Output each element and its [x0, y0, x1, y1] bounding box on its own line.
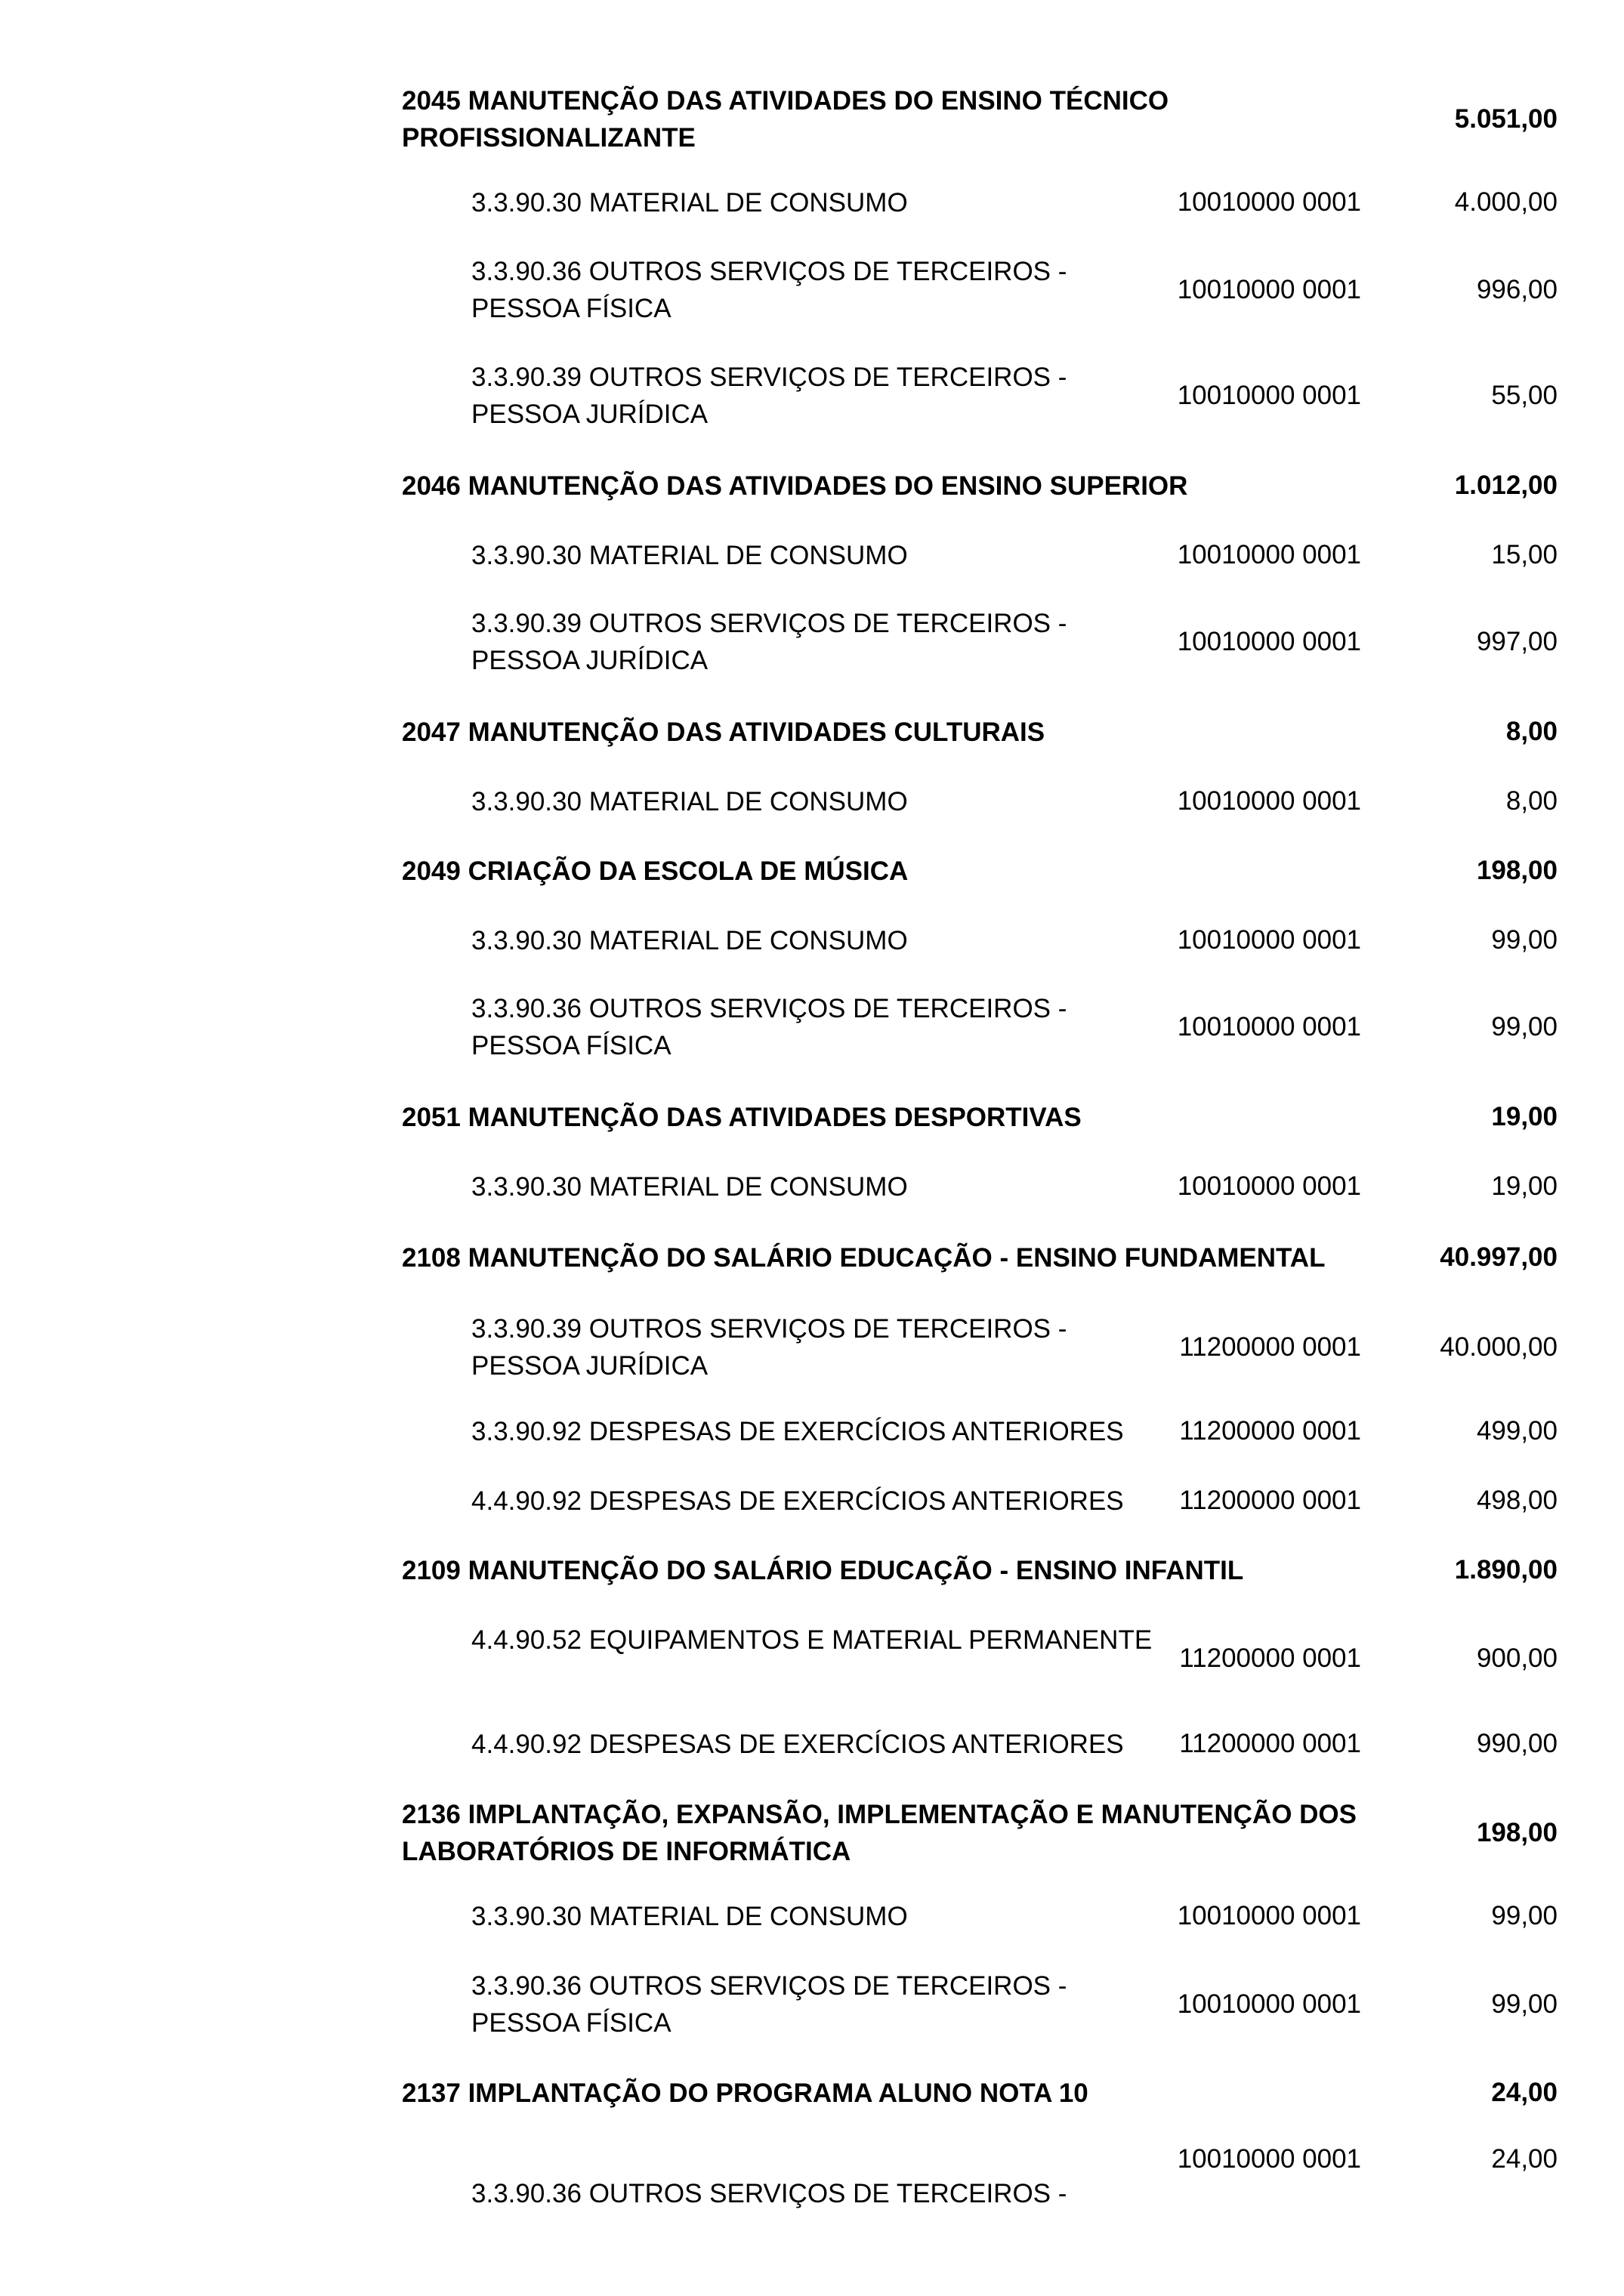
action-total: 19,00 — [1491, 1102, 1558, 1131]
action-title: 2046 MANUTENÇÃO DAS ATIVIDADES DO ENSINO SUPERIOR — [402, 471, 1188, 501]
expense-amount: 24,00 — [1491, 2144, 1558, 2174]
expense-source-code: 10010000 0001 — [1177, 187, 1361, 217]
expense-amount: 99,00 — [1491, 1989, 1558, 2019]
expense-source-code: 10010000 0001 — [1177, 1012, 1361, 1042]
action-total: 8,00 — [1505, 717, 1558, 746]
expense-source-code: 11200000 0001 — [1179, 1643, 1361, 1673]
expense-amount: 996,00 — [1476, 275, 1558, 304]
expense-amount: 55,00 — [1491, 381, 1558, 410]
action-header — [0, 467, 1624, 505]
expense-description: 3.3.90.30 MATERIAL DE CONSUMO — [471, 925, 908, 955]
expense-line — [0, 1412, 1624, 1450]
expense-line — [0, 921, 1624, 959]
expense-amount: 40.000,00 — [1440, 1332, 1558, 1362]
action-title: 2047 MANUTENÇÃO DAS ATIVIDADES CULTURAIS — [402, 717, 1045, 747]
expense-line — [0, 1618, 1624, 1699]
expense-source-code: 10010000 0001 — [1177, 1901, 1361, 1930]
action-total: 1.012,00 — [1454, 471, 1558, 500]
action-header — [0, 1793, 1624, 1873]
expense-source-code: 11200000 0001 — [1179, 1332, 1361, 1362]
action-total: 40.997,00 — [1440, 1242, 1558, 1272]
expense-description: 3.3.90.30 MATERIAL DE CONSUMO — [471, 540, 908, 570]
expense-line — [0, 184, 1624, 221]
expense-line — [0, 782, 1624, 820]
expense-description: 3.3.90.36 OUTROS SERVIÇOS DE TERCEIROS - PESSOA FÍSICA — [471, 257, 1067, 323]
action-title: 2109 MANUTENÇÃO DO SALÁRIO EDUCAÇÃO - ENSINO INFANTIL — [402, 1555, 1244, 1585]
action-title: 2136 IMPLANTAÇÃO, EXPANSÃO, IMPLEMENTAÇÃO E MANUTENÇÃO DOS LABORATÓRIOS DE INFORMÁTICA — [402, 1800, 1357, 1866]
expense-line — [0, 1964, 1624, 2045]
expense-amount: 8,00 — [1505, 786, 1558, 816]
expense-line — [0, 986, 1624, 1068]
expense-amount: 498,00 — [1476, 1486, 1558, 1515]
expense-description: 3.3.90.92 DESPESAS DE EXERCÍCIOS ANTERIORES — [471, 1416, 1124, 1446]
expense-amount: 900,00 — [1476, 1643, 1558, 1673]
expense-description: 3.3.90.39 OUTROS SERVIÇOS DE TERCEIROS - PESSOA JURÍDICA — [471, 609, 1067, 675]
action-header — [0, 80, 1624, 159]
expense-source-code: 10010000 0001 — [1177, 540, 1361, 569]
expense-description: 3.3.90.39 OUTROS SERVIÇOS DE TERCEIROS - PESSOA JURÍDICA — [471, 363, 1067, 429]
expense-description: 3.3.90.30 MATERIAL DE CONSUMO — [471, 786, 908, 816]
expense-source-code: 10010000 0001 — [1177, 1989, 1361, 2019]
expense-source-code: 10010000 0001 — [1177, 2144, 1361, 2174]
action-header — [0, 1098, 1624, 1136]
expense-amount: 15,00 — [1491, 540, 1558, 569]
expense-line — [0, 1168, 1624, 1205]
action-total: 24,00 — [1491, 2078, 1558, 2107]
action-title: 2108 MANUTENÇÃO DO SALÁRIO EDUCAÇÃO - ENSINO FUNDAMENTAL — [402, 1242, 1326, 1273]
expense-amount: 997,00 — [1476, 627, 1558, 656]
action-total: 198,00 — [1476, 856, 1558, 885]
expense-amount: 99,00 — [1491, 925, 1558, 955]
action-header — [0, 713, 1624, 751]
action-title: 2049 CRIAÇÃO DA ESCOLA DE MÚSICA — [402, 856, 909, 886]
expense-description: 4.4.90.92 DESPESAS DE EXERCÍCIOS ANTERIORES — [471, 1486, 1124, 1516]
expense-line — [0, 1725, 1624, 1763]
action-total: 5.051,00 — [1454, 104, 1558, 134]
expense-line — [0, 2140, 1624, 2220]
action-header — [0, 2074, 1624, 2112]
expense-source-code: 11200000 0001 — [1179, 1486, 1361, 1515]
expense-line — [0, 536, 1624, 574]
expense-source-code: 11200000 0001 — [1179, 1729, 1361, 1758]
expense-description: 4.4.90.92 DESPESAS DE EXERCÍCIOS ANTERIORES — [471, 1729, 1124, 1759]
expense-description: 3.3.90.36 OUTROS SERVIÇOS DE TERCEIROS - — [471, 2179, 1067, 2208]
expense-source-code: 10010000 0001 — [1177, 275, 1361, 304]
action-title: 2045 MANUTENÇÃO DAS ATIVIDADES DO ENSINO TÉCNICO PROFISSIONALIZANTE — [402, 86, 1169, 153]
expense-amount: 19,00 — [1491, 1171, 1558, 1201]
expense-line — [0, 355, 1624, 437]
expense-source-code: 10010000 0001 — [1177, 1171, 1361, 1201]
expense-description: 3.3.90.30 MATERIAL DE CONSUMO — [471, 1901, 908, 1931]
expense-source-code: 10010000 0001 — [1177, 381, 1361, 410]
expense-line — [0, 1307, 1624, 1388]
action-total: 198,00 — [1476, 1818, 1558, 1847]
expense-description: 3.3.90.30 MATERIAL DE CONSUMO — [471, 187, 908, 218]
expense-description: 3.3.90.39 OUTROS SERVIÇOS DE TERCEIROS - PESSOA JURÍDICA — [471, 1314, 1067, 1381]
expense-line — [0, 1897, 1624, 1935]
expense-amount: 99,00 — [1491, 1901, 1558, 1930]
expense-source-code: 10010000 0001 — [1177, 925, 1361, 955]
expense-description: 3.3.90.36 OUTROS SERVIÇOS DE TERCEIROS - PESSOA FÍSICA — [471, 1971, 1067, 2038]
expense-line — [0, 1482, 1624, 1520]
action-header — [0, 1551, 1624, 1589]
expense-description: 3.3.90.30 MATERIAL DE CONSUMO — [471, 1171, 908, 1202]
action-total: 1.890,00 — [1454, 1555, 1558, 1585]
action-title: 2137 IMPLANTAÇÃO DO PROGRAMA ALUNO NOTA 10 — [402, 2078, 1088, 2108]
expense-amount: 99,00 — [1491, 1012, 1558, 1042]
expense-source-code: 10010000 0001 — [1177, 786, 1361, 816]
expense-description: 4.4.90.52 EQUIPAMENTOS E MATERIAL PERMANENTE — [471, 1625, 1153, 1655]
expense-line — [0, 249, 1624, 331]
expense-amount: 4.000,00 — [1454, 187, 1558, 217]
action-header — [0, 852, 1624, 890]
action-title: 2051 MANUTENÇÃO DAS ATIVIDADES DESPORTIVAS — [402, 1102, 1082, 1132]
expense-amount: 990,00 — [1476, 1729, 1558, 1758]
action-header — [0, 1239, 1624, 1276]
expense-line — [0, 601, 1624, 683]
expense-amount: 499,00 — [1476, 1416, 1558, 1446]
expense-description: 3.3.90.36 OUTROS SERVIÇOS DE TERCEIROS - PESSOA FÍSICA — [471, 994, 1067, 1060]
expense-source-code: 11200000 0001 — [1179, 1416, 1361, 1446]
expense-source-code: 10010000 0001 — [1177, 627, 1361, 656]
